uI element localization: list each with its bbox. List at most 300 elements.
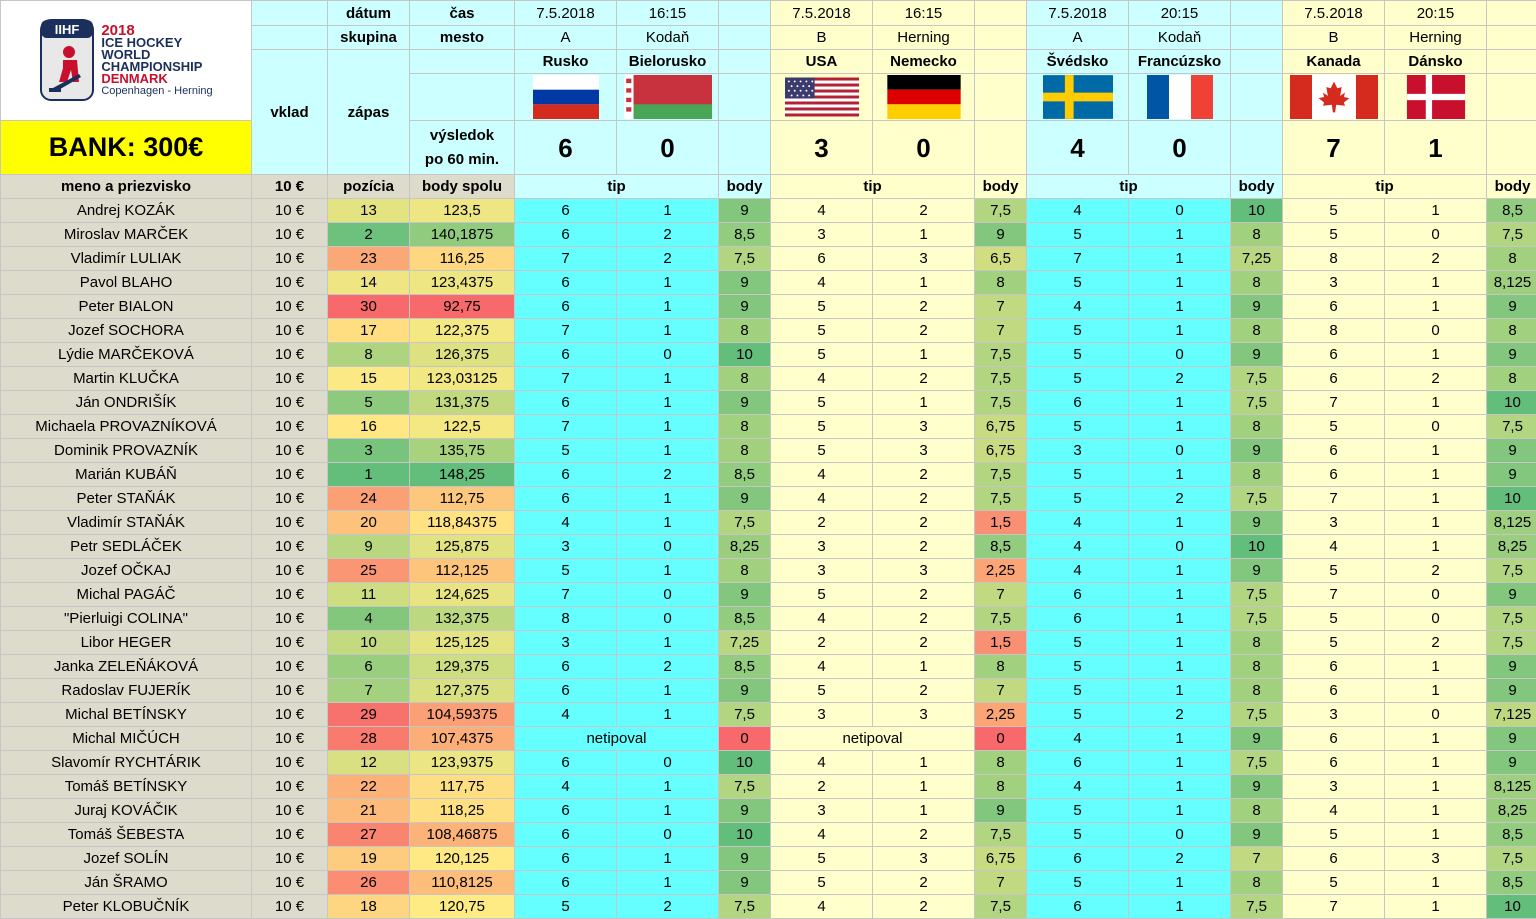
tip-away: 1 — [617, 847, 719, 871]
tip-points: 8 — [1487, 367, 1536, 391]
tip-away: 1 — [1385, 511, 1487, 535]
tip-home: 6 — [1283, 343, 1385, 367]
table-row — [1, 871, 1536, 895]
tip-home: 6 — [515, 223, 617, 247]
match-time: 20:15 — [1129, 1, 1231, 26]
player-stake: 10 € — [252, 295, 328, 319]
tip-home: 6 — [1027, 583, 1129, 607]
tip-away: 1 — [1385, 823, 1487, 847]
player-total: 122,5 — [410, 415, 515, 439]
tip-home: 6 — [1283, 679, 1385, 703]
player-name: Ján ŠRAMO — [1, 871, 252, 895]
player-name: Martin KLUČKA — [1, 367, 252, 391]
tip-home: 4 — [515, 775, 617, 799]
table-row — [1, 367, 1536, 391]
tip-points: 9 — [1487, 439, 1536, 463]
table-row — [1, 607, 1536, 631]
tip-home: 7 — [515, 319, 617, 343]
table-row — [1, 199, 1536, 223]
iihf-logo-icon — [39, 16, 95, 106]
player-position: 10 — [328, 631, 410, 655]
tip-points: 7 — [1231, 847, 1283, 871]
tip-away: 2 — [873, 463, 975, 487]
tip-points: 7,5 — [1487, 223, 1536, 247]
player-name: Tomáš ŠEBESTA — [1, 823, 252, 847]
tip-points: 6,75 — [975, 439, 1027, 463]
player-position: 23 — [328, 247, 410, 271]
tip-points: 8,125 — [1487, 271, 1536, 295]
tip-home: 5 — [1027, 367, 1129, 391]
tip-points: 7,5 — [975, 895, 1027, 919]
player-name: Michal BETÍNSKY — [1, 703, 252, 727]
player-position: 13 — [328, 199, 410, 223]
away-score: 0 — [873, 121, 975, 175]
tip-points: 8,5 — [1487, 823, 1536, 847]
player-name: Radoslav FUJERÍK — [1, 679, 252, 703]
tip-points: 8,125 — [1487, 775, 1536, 799]
sweden-flag-icon — [1027, 74, 1129, 121]
player-position: 7 — [328, 679, 410, 703]
tip-home: 3 — [771, 703, 873, 727]
tip-away: 1 — [873, 751, 975, 775]
empty-cell — [975, 50, 1027, 74]
tip-points: 9 — [719, 487, 771, 511]
tip-away: 1 — [1129, 727, 1231, 751]
vysledok-header — [410, 121, 515, 175]
tip-home: 5 — [1027, 679, 1129, 703]
tip-points: 8 — [719, 415, 771, 439]
tip-home: 5 — [771, 679, 873, 703]
player-total: 107,4375 — [410, 727, 515, 751]
away-team-name: Francúzsko — [1129, 50, 1231, 74]
tip-home: 5 — [771, 583, 873, 607]
player-stake: 10 € — [252, 439, 328, 463]
tip-home: 4 — [771, 271, 873, 295]
player-stake: 10 € — [252, 391, 328, 415]
tip-points: 8 — [1231, 655, 1283, 679]
tip-home: 7 — [1283, 487, 1385, 511]
tip-home: 6 — [515, 295, 617, 319]
match-time: 20:15 — [1385, 1, 1487, 26]
tip-points: 9 — [1231, 823, 1283, 847]
tip-home: 5 — [515, 439, 617, 463]
tip-home: 5 — [1283, 871, 1385, 895]
tip-away: 2 — [617, 655, 719, 679]
empty-cell — [719, 1, 771, 26]
tip-home: 5 — [1027, 631, 1129, 655]
player-position: 14 — [328, 271, 410, 295]
tip-away: 2 — [873, 607, 975, 631]
tip-points: 8,25 — [1487, 799, 1536, 823]
tip-points: 7,5 — [975, 823, 1027, 847]
tip-away: 2 — [873, 583, 975, 607]
tip-points: 7,5 — [1487, 631, 1536, 655]
tip-home: 6 — [1027, 847, 1129, 871]
table-row — [1, 271, 1536, 295]
match-group: A — [515, 26, 617, 50]
tip-points: 7,5 — [719, 775, 771, 799]
tip-away: 2 — [873, 871, 975, 895]
tip-home: 2 — [771, 631, 873, 655]
table-row — [1, 847, 1536, 871]
away-team-name: Bielorusko — [617, 50, 719, 74]
player-stake: 10 € — [252, 271, 328, 295]
table-row — [1, 559, 1536, 583]
empty-cell — [1487, 26, 1536, 50]
player-stake: 10 € — [252, 847, 328, 871]
table-row — [1, 583, 1536, 607]
tip-home: 5 — [1027, 799, 1129, 823]
tip-away: 1 — [1385, 895, 1487, 919]
tip-points: 2,25 — [975, 703, 1027, 727]
tip-away: 2 — [1385, 367, 1487, 391]
table-row — [1, 463, 1536, 487]
tip-points: 10 — [719, 343, 771, 367]
player-name: Michal MIČÚCH — [1, 727, 252, 751]
player-total: 112,125 — [410, 559, 515, 583]
tip-away: 1 — [873, 799, 975, 823]
tip-points: 8,25 — [719, 535, 771, 559]
player-position: 9 — [328, 535, 410, 559]
player-total: 116,25 — [410, 247, 515, 271]
tip-away: 1 — [873, 655, 975, 679]
player-total: 125,875 — [410, 535, 515, 559]
tip-away: 2 — [873, 319, 975, 343]
tip-points: 8 — [1231, 223, 1283, 247]
tip-away: 1 — [1385, 487, 1487, 511]
logo-line1: ICE HOCKEY — [101, 34, 183, 50]
tip-home: 6 — [515, 799, 617, 823]
empty-cell — [975, 1, 1027, 26]
no-tip-label: netipoval — [771, 727, 975, 751]
player-name: Miroslav MARČEK — [1, 223, 252, 247]
tip-away: 1 — [1385, 343, 1487, 367]
tip-points: 7,5 — [1231, 487, 1283, 511]
tip-header: tip — [515, 175, 719, 199]
tip-points: 8 — [975, 271, 1027, 295]
tip-away: 1 — [617, 295, 719, 319]
tip-away: 1 — [1385, 871, 1487, 895]
player-total: 92,75 — [410, 295, 515, 319]
player-total: 120,75 — [410, 895, 515, 919]
tip-home: 3 — [515, 535, 617, 559]
tip-points: 7,5 — [975, 391, 1027, 415]
player-stake: 10 € — [252, 463, 328, 487]
tip-points: 7,5 — [719, 703, 771, 727]
player-name: Petr SEDLÁČEK — [1, 535, 252, 559]
tip-points: 8 — [1487, 247, 1536, 271]
tip-away: 1 — [617, 487, 719, 511]
tip-points: 10 — [719, 751, 771, 775]
tip-away: 2 — [873, 823, 975, 847]
away-score: 0 — [617, 121, 719, 175]
tip-home: 6 — [515, 463, 617, 487]
tip-home: 5 — [771, 295, 873, 319]
tip-points: 8 — [1231, 319, 1283, 343]
tip-home: 4 — [515, 511, 617, 535]
tip-away: 1 — [1385, 775, 1487, 799]
tip-points: 9 — [1487, 583, 1536, 607]
tip-points: 10 — [719, 823, 771, 847]
tip-home: 6 — [515, 199, 617, 223]
tip-points: 9 — [1487, 295, 1536, 319]
player-total: 123,5 — [410, 199, 515, 223]
home-team-name: Švédsko — [1027, 50, 1129, 74]
tip-home: 5 — [1027, 223, 1129, 247]
logo-line3: CHAMPIONSHIP — [101, 58, 203, 74]
tip-points: 8 — [1231, 799, 1283, 823]
tip-home: 5 — [1283, 199, 1385, 223]
empty-cell — [410, 50, 515, 74]
tip-home: 5 — [771, 415, 873, 439]
table-row — [1, 775, 1536, 799]
tip-points: 6,5 — [975, 247, 1027, 271]
tip-home: 4 — [1027, 199, 1129, 223]
tip-home: 4 — [771, 895, 873, 919]
tip-away: 1 — [1129, 511, 1231, 535]
cas-header: čas — [410, 1, 515, 26]
tip-points: 9 — [719, 799, 771, 823]
player-name: Jozef OČKAJ — [1, 559, 252, 583]
player-name: Juraj KOVÁČIK — [1, 799, 252, 823]
player-total: 120,125 — [410, 847, 515, 871]
tip-home: 4 — [1027, 535, 1129, 559]
player-stake: 10 € — [252, 895, 328, 919]
tip-home: 6 — [1283, 655, 1385, 679]
tip-home: 5 — [1027, 319, 1129, 343]
tip-home: 6 — [515, 823, 617, 847]
tip-away: 2 — [1385, 247, 1487, 271]
home-score: 3 — [771, 121, 873, 175]
body-spolu-header: body spolu — [410, 175, 515, 199]
tip-home: 6 — [515, 679, 617, 703]
tip-away: 2 — [617, 463, 719, 487]
tip-points: 8,25 — [1487, 535, 1536, 559]
player-total: 110,8125 — [410, 871, 515, 895]
player-name: Dominik PROVAZNÍK — [1, 439, 252, 463]
tip-away: 1 — [1129, 679, 1231, 703]
tip-away: 1 — [873, 775, 975, 799]
tip-away: 2 — [1385, 631, 1487, 655]
player-total: 125,125 — [410, 631, 515, 655]
player-name: Peter BIALON — [1, 295, 252, 319]
skupina-header: skupina — [328, 26, 410, 50]
tip-points: 8 — [719, 559, 771, 583]
tip-away: 0 — [617, 583, 719, 607]
table-row — [1, 895, 1536, 919]
player-position: 17 — [328, 319, 410, 343]
tip-home: 6 — [1283, 295, 1385, 319]
tip-away: 0 — [1129, 199, 1231, 223]
tip-points: 7 — [975, 583, 1027, 607]
player-name: Slavomír RYCHTÁRIK — [1, 751, 252, 775]
tip-points: 0 — [719, 727, 771, 751]
tip-home: 5 — [771, 391, 873, 415]
tip-away: 2 — [873, 631, 975, 655]
zapas-header: zápas — [328, 50, 410, 175]
tip-away: 0 — [1385, 703, 1487, 727]
tip-away: 0 — [617, 751, 719, 775]
bank-total: BANK: 300€ — [1, 121, 252, 175]
tip-away: 1 — [1129, 223, 1231, 247]
tip-home: 5 — [771, 319, 873, 343]
player-stake: 10 € — [252, 511, 328, 535]
player-total: 117,75 — [410, 775, 515, 799]
tip-away: 1 — [1385, 751, 1487, 775]
tip-points: 9 — [1487, 679, 1536, 703]
tip-away: 1 — [1385, 727, 1487, 751]
tip-points: 9 — [719, 391, 771, 415]
tip-away: 1 — [617, 319, 719, 343]
tip-home: 4 — [515, 703, 617, 727]
logo-year: 2018 — [101, 21, 135, 39]
tip-away: 2 — [873, 295, 975, 319]
tip-home: 4 — [771, 199, 873, 223]
empty-cell — [975, 74, 1027, 121]
tip-home: 5 — [1027, 703, 1129, 727]
tip-away: 1 — [617, 799, 719, 823]
usa-flag-icon — [771, 74, 873, 121]
tip-points: 8 — [1231, 271, 1283, 295]
tip-home: 2 — [771, 775, 873, 799]
tip-away: 1 — [1385, 655, 1487, 679]
tip-points: 9 — [1487, 343, 1536, 367]
tip-points: 7 — [975, 679, 1027, 703]
home-score: 4 — [1027, 121, 1129, 175]
mesto-header: mesto — [410, 26, 515, 50]
tip-away: 1 — [1129, 631, 1231, 655]
tip-away: 2 — [873, 535, 975, 559]
tip-home: 5 — [771, 343, 873, 367]
canada-flag-icon — [1283, 74, 1385, 121]
tip-away: 2 — [617, 223, 719, 247]
vklad-header: vklad — [252, 50, 328, 175]
tip-points: 7,5 — [1231, 583, 1283, 607]
body-header: body — [1231, 175, 1283, 199]
empty-cell — [1487, 121, 1536, 175]
player-stake: 10 € — [252, 583, 328, 607]
table-row — [1, 319, 1536, 343]
tip-points: 7,5 — [1231, 391, 1283, 415]
tip-home: 6 — [515, 655, 617, 679]
tip-away: 0 — [1129, 343, 1231, 367]
tip-home: 7 — [1027, 247, 1129, 271]
tip-points: 8,5 — [719, 655, 771, 679]
player-total: 131,375 — [410, 391, 515, 415]
tip-away: 3 — [873, 247, 975, 271]
tip-away: 0 — [617, 823, 719, 847]
tip-home: 6 — [1283, 367, 1385, 391]
player-position: 28 — [328, 727, 410, 751]
tip-home: 8 — [1283, 247, 1385, 271]
tip-home: 4 — [1027, 295, 1129, 319]
player-name: Vladimír LULIAK — [1, 247, 252, 271]
player-stake: 10 € — [252, 319, 328, 343]
tip-away: 1 — [873, 223, 975, 247]
player-name: Peter KLOBUČNÍK — [1, 895, 252, 919]
tip-points: 9 — [719, 583, 771, 607]
tip-away: 1 — [617, 703, 719, 727]
tip-away: 1 — [1385, 535, 1487, 559]
tip-home: 6 — [515, 271, 617, 295]
match-date: 7.5.2018 — [515, 1, 617, 26]
tip-points: 7,5 — [1487, 559, 1536, 583]
table-row — [1, 703, 1536, 727]
tip-points: 8,125 — [1487, 511, 1536, 535]
tip-points: 7,25 — [719, 631, 771, 655]
tip-away: 2 — [1129, 847, 1231, 871]
empty-cell — [719, 50, 771, 74]
player-stake: 10 € — [252, 487, 328, 511]
tip-home: 5 — [771, 871, 873, 895]
tip-away: 1 — [1129, 271, 1231, 295]
tip-points: 7,5 — [1487, 847, 1536, 871]
player-total: 129,375 — [410, 655, 515, 679]
tip-points: 8 — [1487, 319, 1536, 343]
tip-points: 1,5 — [975, 631, 1027, 655]
tip-home: 5 — [515, 559, 617, 583]
tip-away: 0 — [1129, 535, 1231, 559]
tip-home: 3 — [1027, 439, 1129, 463]
tip-away: 1 — [617, 367, 719, 391]
tip-points: 7,5 — [975, 367, 1027, 391]
tip-away: 1 — [617, 559, 719, 583]
tip-home: 6 — [1027, 391, 1129, 415]
tip-points: 9 — [975, 799, 1027, 823]
empty-cell — [1231, 1, 1283, 26]
tip-points: 9 — [1487, 751, 1536, 775]
tip-points: 10 — [1231, 199, 1283, 223]
tip-home: 7 — [1283, 391, 1385, 415]
tip-home: 5 — [1283, 415, 1385, 439]
tip-home: 5 — [1027, 823, 1129, 847]
empty-cell — [975, 26, 1027, 50]
tip-home: 5 — [1027, 871, 1129, 895]
tip-away: 3 — [873, 703, 975, 727]
tip-points: 7,5 — [1231, 895, 1283, 919]
tip-home: 6 — [515, 871, 617, 895]
player-position: 11 — [328, 583, 410, 607]
player-position: 4 — [328, 607, 410, 631]
tip-home: 5 — [515, 895, 617, 919]
player-position: 25 — [328, 559, 410, 583]
tip-points: 8 — [975, 655, 1027, 679]
player-position: 24 — [328, 487, 410, 511]
table-row — [1, 223, 1536, 247]
tip-points: 10 — [1487, 895, 1536, 919]
tip-away: 1 — [1129, 607, 1231, 631]
empty-cell — [1231, 121, 1283, 175]
tip-points: 7,5 — [1231, 607, 1283, 631]
tip-home: 7 — [1283, 583, 1385, 607]
player-name: Peter STAŇÁK — [1, 487, 252, 511]
logo-line2: WORLD — [101, 46, 151, 62]
match-city: Herning — [1385, 26, 1487, 50]
player-total: 112,75 — [410, 487, 515, 511]
player-name: Marián KUBÁŇ — [1, 463, 252, 487]
player-name: Jozef SOCHORA — [1, 319, 252, 343]
away-score: 0 — [1129, 121, 1231, 175]
tip-points: 1,5 — [975, 511, 1027, 535]
tip-away: 0 — [1129, 823, 1231, 847]
match-group: B — [1283, 26, 1385, 50]
table-row — [1, 823, 1536, 847]
tip-home: 4 — [1027, 727, 1129, 751]
tip-away: 0 — [617, 607, 719, 631]
player-name: Jozef SOLÍN — [1, 847, 252, 871]
tip-home: 8 — [1283, 319, 1385, 343]
tip-away: 1 — [1129, 415, 1231, 439]
